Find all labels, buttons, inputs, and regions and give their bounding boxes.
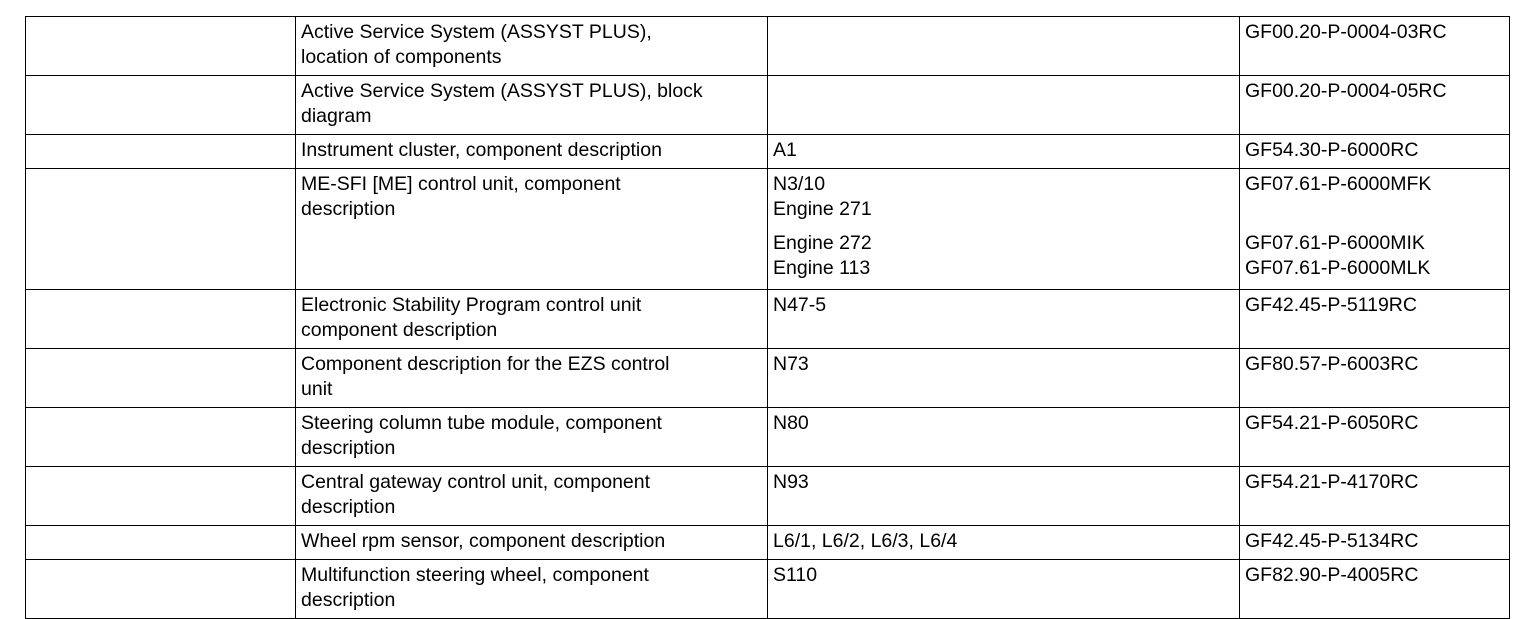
title-line: Multifunction steering wheel, component [301,564,649,586]
empty-cell [26,76,296,135]
designation-cell [768,526,1240,560]
table-row [26,17,1510,76]
document-number-link[interactable]: GF54.30-P-6000RC [1245,139,1419,161]
designation-code: N80 [773,412,809,434]
document-number-link[interactable]: GF07.61-P-6000MIK [1245,232,1425,254]
designation-cell [768,560,1240,619]
title-cell [296,135,768,169]
table-row [26,526,1510,560]
designation-code: N3/10 [773,173,826,195]
designation-code: N47-5 [773,294,827,316]
empty-cell [26,290,296,349]
document-number-link[interactable]: GF42.45-P-5119RC [1245,294,1417,316]
designation-code: N93 [773,471,809,493]
title-cell [296,526,768,560]
document-number-link[interactable]: GF07.61-P-6000MLK [1245,257,1431,279]
table-row [26,290,1510,349]
empty-cell [26,169,296,290]
document-cell [1240,290,1510,349]
designation-code: S110 [773,564,818,586]
title-line: unit [301,378,333,400]
designation-cell [768,17,1240,76]
designation-code: N73 [773,353,809,375]
title-line: Electronic Stability Program control unit [301,294,642,316]
designation-code: A1 [773,139,797,161]
designation-cell [768,135,1240,169]
title-cell [296,560,768,619]
empty-cell [26,467,296,526]
title-line: component description [301,319,498,341]
document-number-link[interactable]: GF42.45-P-5134RC [1245,530,1419,552]
title-line: diagram [301,105,372,127]
designation-cell [768,169,1240,290]
engine-variant: Engine 271 [773,198,872,220]
designation-cell [768,408,1240,467]
empty-cell [26,349,296,408]
table-row [26,467,1510,526]
empty-cell [26,17,296,76]
document-cell [1240,76,1510,135]
title-line: description [301,437,396,459]
title-line: description [301,589,396,611]
reference-table [25,16,1510,619]
title-line: Wheel rpm sensor, component description [301,530,666,552]
designation-cell [768,349,1240,408]
document-cell [1240,408,1510,467]
table-row [26,349,1510,408]
title-line: Active Service System (ASSYST PLUS), [301,21,652,43]
engine-variant: Engine 272 [773,232,872,254]
document-number-link[interactable]: GF82.90-P-4005RC [1245,564,1419,586]
document-cell [1240,135,1510,169]
document-cell [1240,349,1510,408]
document-number-link[interactable]: GF00.20-P-0004-03RC [1245,21,1447,43]
table-row [26,408,1510,467]
title-cell [296,17,768,76]
designation-cell [768,467,1240,526]
empty-cell [26,526,296,560]
designation-code: L6/1, L6/2, L6/3, L6/4 [773,530,958,552]
reference-table-body [26,17,1510,619]
designation-cell [768,290,1240,349]
title-line: description [301,198,396,220]
title-line: Steering column tube module, component [301,412,662,434]
document-number-link[interactable]: GF80.57-P-6003RC [1245,353,1419,375]
document-cell [1240,169,1510,290]
table-row [26,135,1510,169]
document-number-link[interactable]: GF54.21-P-6050RC [1245,412,1419,434]
document-cell [1240,526,1510,560]
document-cell [1240,467,1510,526]
title-line: description [301,496,396,518]
title-cell [296,290,768,349]
table-row [26,560,1510,619]
title-line: Component description for the EZS control [301,353,670,375]
document-cell [1240,560,1510,619]
engine-variant: Engine 113 [773,257,871,279]
empty-cell [26,135,296,169]
title-cell [296,349,768,408]
table-row [26,169,1510,290]
document-number-link[interactable]: GF54.21-P-4170RC [1245,471,1419,493]
table-row [26,76,1510,135]
title-cell [296,408,768,467]
title-line: Active Service System (ASSYST PLUS), block [301,80,703,102]
title-cell [296,76,768,135]
document-number-spacer [1245,197,1505,222]
document-cell [1240,17,1510,76]
title-cell [296,169,768,290]
empty-cell [26,408,296,467]
title-line: Instrument cluster, component description [301,139,662,161]
empty-cell [26,560,296,619]
title-line: ME-SFI [ME] control unit, component [301,173,621,195]
title-cell [296,467,768,526]
title-line: location of components [301,46,502,68]
designation-cell [768,76,1240,135]
title-line: Central gateway control unit, component [301,471,651,493]
document-number-link[interactable]: GF07.61-P-6000MFK [1245,173,1432,195]
document-number-link[interactable]: GF00.20-P-0004-05RC [1245,80,1447,102]
